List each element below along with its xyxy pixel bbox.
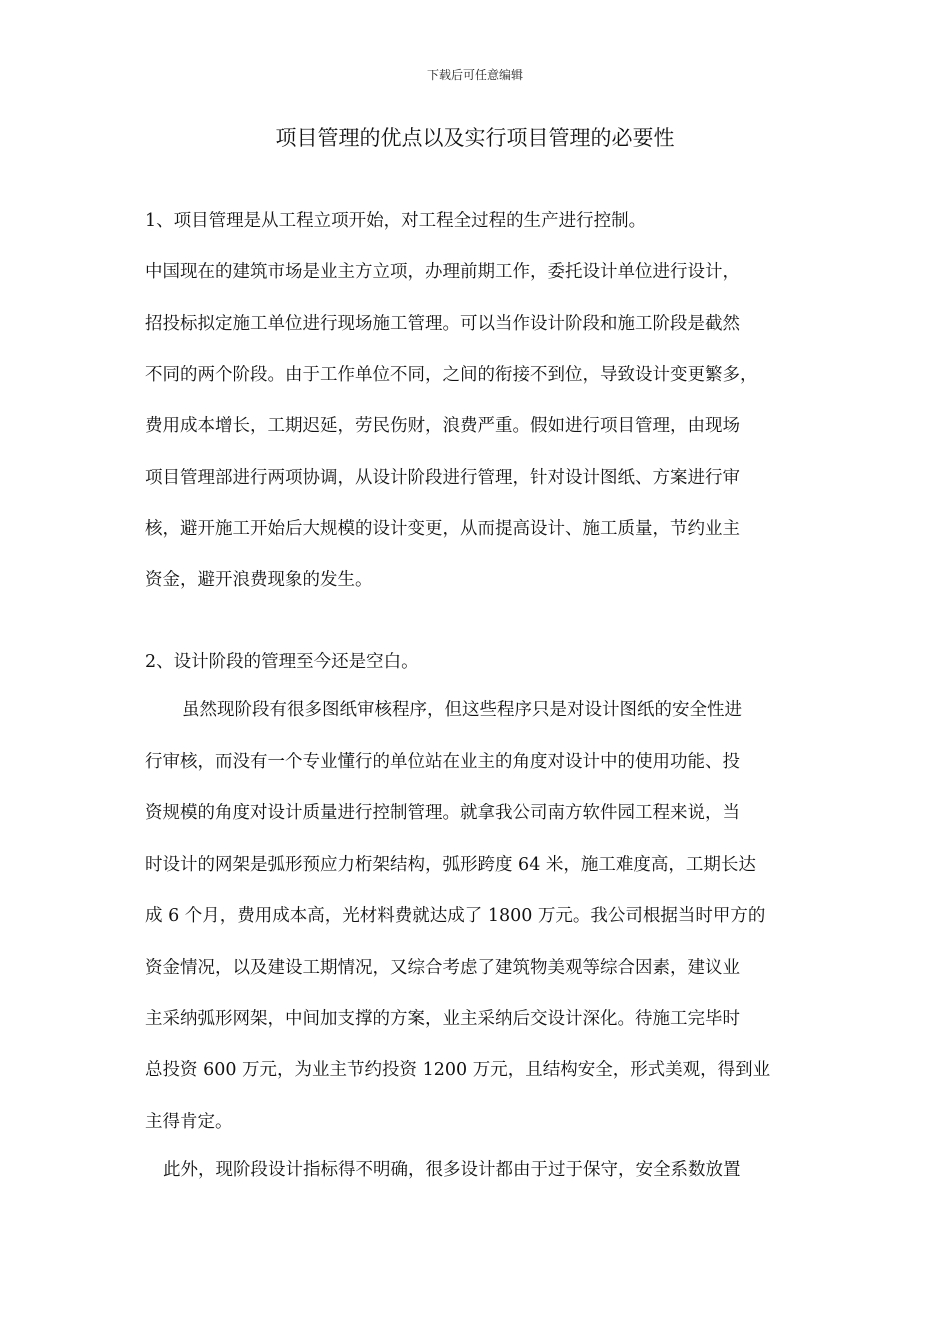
paragraph-line: 此外，现阶段设计指标得不明确，很多设计都由于过于保守，安全系数放置 <box>163 1160 741 1180</box>
page-title: 项目管理的优点以及实行项目管理的必要性 <box>275 126 675 150</box>
paragraph-line: 项目管理部进行两项协调，从设计阶段进行管理，针对设计图纸、方案进行审 <box>145 468 740 488</box>
paragraph-line: 成 6 个月，费用成本高，光材料费就达成了 1800 万元。我公司根据当时甲方的 <box>145 906 766 926</box>
paragraph-line: 时设计的网架是弧形预应力桁架结构，弧形跨度 64 米，施工难度高，工期长达 <box>145 855 756 875</box>
paragraph-line: 资金情况，以及建设工期情况，又综合考虑了建筑物美观等综合因素，建议业 <box>145 958 740 978</box>
paragraph-line: 核，避开施工开始后大规模的设计变更，从而提高设计、施工质量，节约业主 <box>145 519 740 539</box>
paragraph-line: 行审核，而没有一个专业懂行的单位站在业主的角度对设计中的使用功能、投 <box>145 752 740 772</box>
paragraph-line: 主采纳弧形网架，中间加支撑的方案，业主采纳后交设计深化。待施工完毕时 <box>145 1009 740 1029</box>
paragraph-line: 不同的两个阶段。由于工作单位不同，之间的衔接不到位，导致设计变更繁多， <box>145 365 758 385</box>
paragraph-line: 中国现在的建筑市场是业主方立项，办理前期工作，委托设计单位进行设计， <box>145 262 740 282</box>
paragraph-line: 总投资 600 万元，为业主节约投资 1200 万元，且结构安全，形式美观，得到业 <box>145 1060 771 1080</box>
paragraph-line: 虽然现阶段有很多图纸审核程序，但这些程序只是对设计图纸的安全性进 <box>182 700 742 720</box>
paragraph-line: 费用成本增长，工期迟延，劳民伤财，浪费严重。假如进行项目管理，由现场 <box>145 416 740 436</box>
paragraph-line: 主得肯定。 <box>145 1112 233 1132</box>
paragraph-line: 招投标拟定施工单位进行现场施工管理。可以当作设计阶段和施工阶段是截然 <box>145 314 740 334</box>
header-note: 下载后可任意编辑 <box>426 68 523 82</box>
paragraph-line: 资规模的角度对设计质量进行控制管理。就拿我公司南方软件园工程来说，当 <box>145 803 740 823</box>
paragraph-line: 资金，避开浪费现象的发生。 <box>145 570 373 590</box>
section-1-heading: 1、项目管理是从工程立项开始，对工程全过程的生产进行控制。 <box>145 211 647 231</box>
section-2-heading: 2、设计阶段的管理至今还是空白。 <box>145 652 419 672</box>
